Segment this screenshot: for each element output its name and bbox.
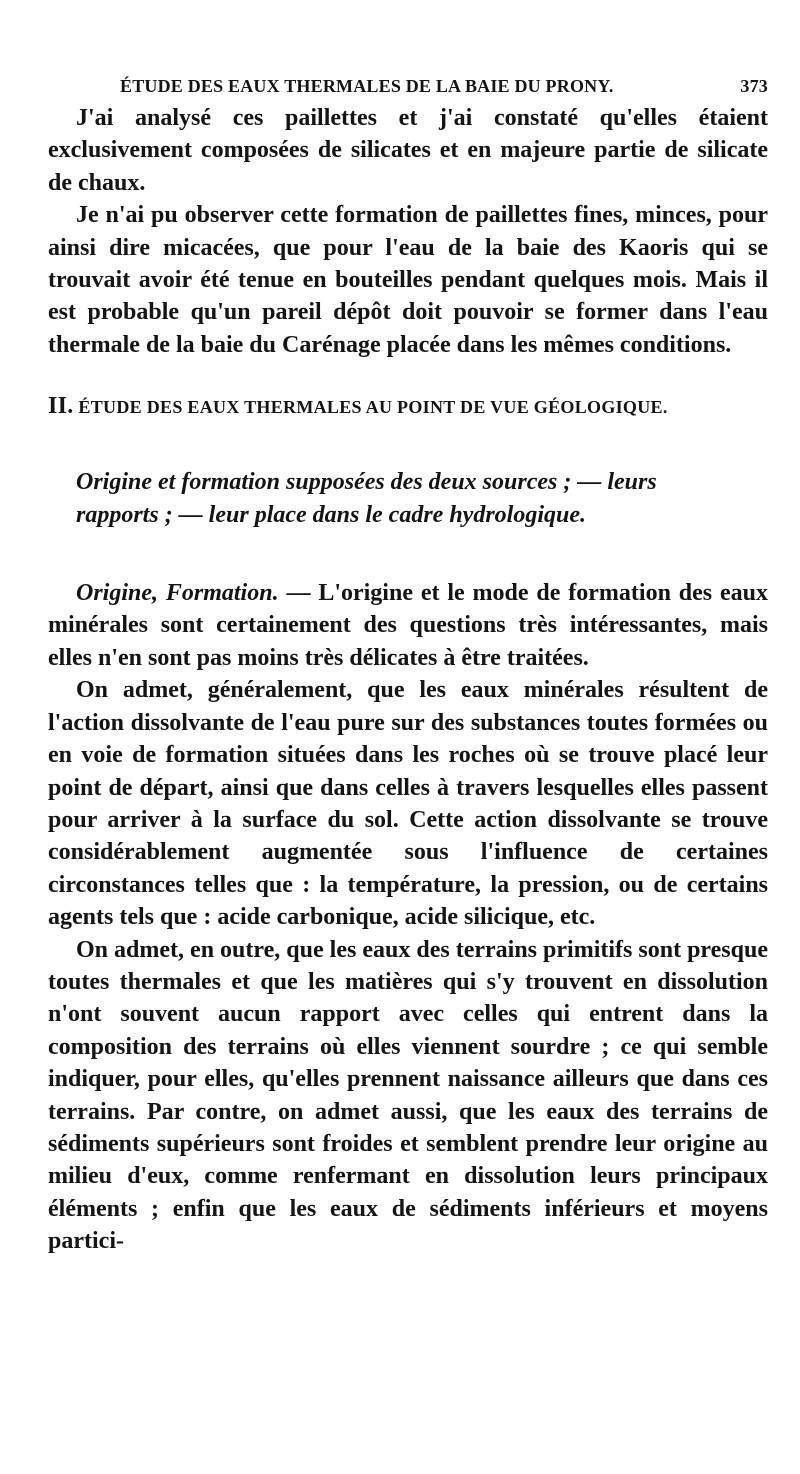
page-number: 373 bbox=[740, 76, 768, 96]
paragraph: J'ai analysé ces paillettes et j'ai constaté qu'elles étaient exclusivement composées de silicates et en majeure partie de silicate de chaux. bbox=[48, 105, 768, 196]
running-header bbox=[48, 72, 768, 102]
section-heading bbox=[48, 393, 768, 420]
subheading-line: rapports ; — leur place dans le cadre hydrologique. bbox=[76, 501, 586, 528]
paragraph bbox=[48, 577, 768, 674]
page-body bbox=[48, 102, 768, 1258]
paragraph: On admet, en outre, que les eaux des terrains primitifs sont presque toutes thermales et que les matières qui s'y trouvent en dissolution n'ont souvent aucun rapport avec celles qui entrent dans la composition des terrains où elles viennent sourdre ; ce qui semble indiquer, pour elles, qu'elles prennent naissance ailleurs que dans ces terrains. Par contre, on admet aussi, que les eaux des terrains de sédiments supérieurs sont froides et semblent prendre leur origine au milieu d'eux, comme renfermant en dissolution leurs principaux éléments ; enfin que les eaux de sédiments inférieurs et moyens partici- bbox=[48, 936, 768, 1255]
section-number: II. bbox=[48, 393, 74, 420]
paragraph-text: — L'origine et le mode de formation des eaux minérales sont certainement des questions très intéressantes, mais elles n'en sont pas moins très délicates à être traitées. bbox=[48, 580, 768, 671]
paragraph: On admet, généralement, que les eaux minérales résultent de l'action dissolvante de l'eau pure sur des substances toutes formées ou en voie de formation situées dans les roches où se trouve placé leur point de départ, ainsi que dans celles à travers lesquelles elles passent pour arriver à la surface du sol. Cette action dissolvante se trouve considérablement augmentée sous l'influence de certaines circonstances telles que : la température, la pression, ou de certains agents tels que : acide carbonique, acide silicique, etc. bbox=[48, 677, 768, 931]
section-title: ÉTUDE DES EAUX THERMALES AU POINT DE VUE GÉOLOGIQUE. bbox=[78, 397, 668, 418]
run-in-heading: Origine, Formation. bbox=[76, 580, 279, 607]
paragraph: Je n'ai pu observer cette formation de paillettes fines, minces, pour ainsi dire micacées, que pour l'eau de la baie des Kaoris qui se trouvait avoir été tenue en bouteilles pendant quelques mois. Mais il est probable qu'un pareil dépôt doit pouvoir se former dans l'eau thermale de la baie du Carénage placée dans les mêmes conditions. bbox=[48, 202, 768, 358]
running-title: ÉTUDE DES EAUX THERMALES DE LA BAIE DU PRONY. bbox=[120, 76, 614, 96]
subheading-line: Origine et formation supposées des deux sources ; — leurs bbox=[76, 469, 657, 496]
